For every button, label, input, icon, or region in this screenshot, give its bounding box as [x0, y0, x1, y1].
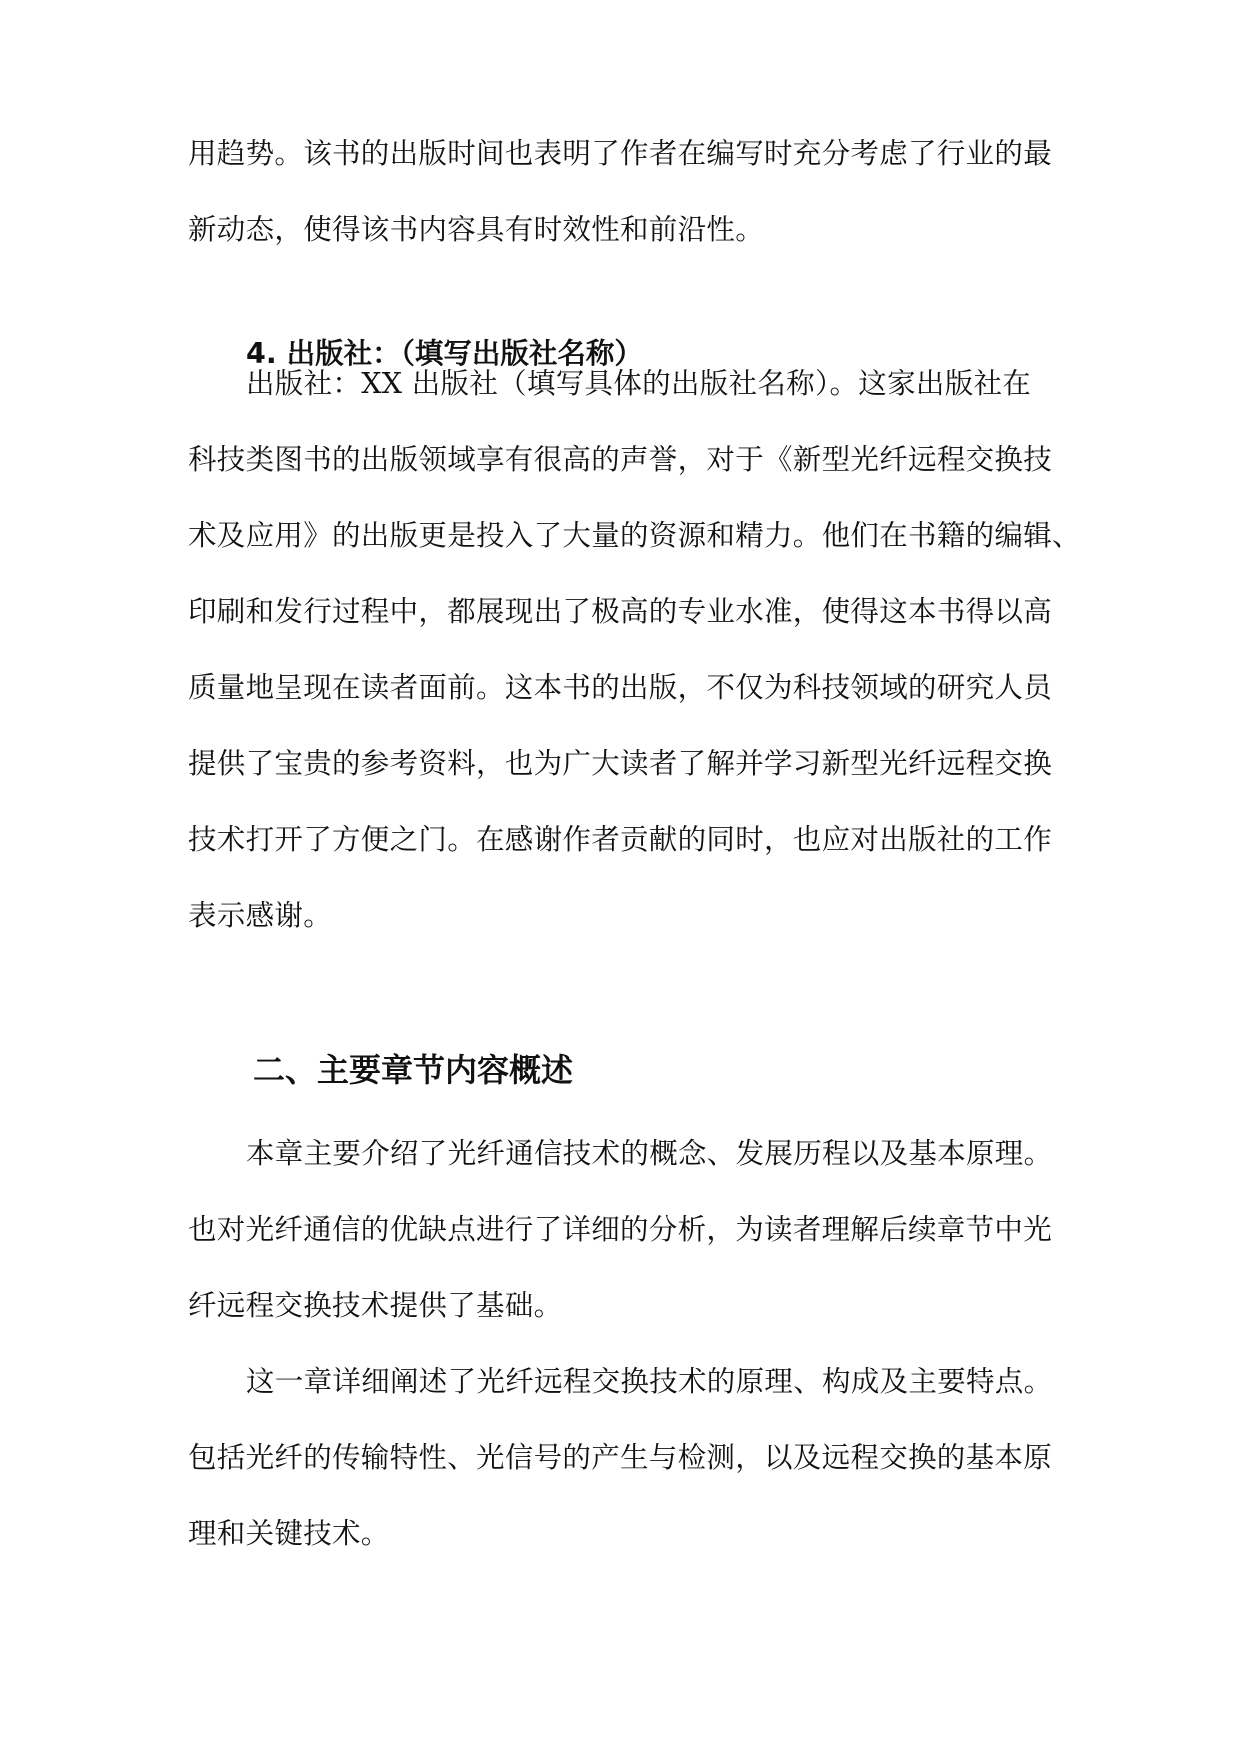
paragraph-line: 本章主要介绍了光纤通信技术的概念、发展历程以及基本原理。 — [246, 1137, 1053, 1170]
paragraph-line: 纤远程交换技术提供了基础。 — [188, 1289, 563, 1322]
chapter-paragraph-1 — [188, 1116, 1068, 1344]
paragraph-line: 这一章详细阐述了光纤远程交换技术的原理、构成及主要特点。 — [246, 1365, 1053, 1398]
section-4-heading: 4. 出版社：（填写出版社名称） — [246, 337, 643, 370]
intro-paragraph — [188, 116, 1068, 268]
paragraph-line: 技术打开了方便之门。在感谢作者贡献的同时，也应对出版社的工作 — [188, 823, 1053, 856]
paragraph-line: 印刷和发行过程中，都展现出了极高的专业水准，使得这本书得以高 — [188, 595, 1053, 628]
paragraph-line: 科技类图书的出版领域享有很高的声誉，对于《新型光纤远程交换技 — [188, 443, 1053, 476]
paragraph-line: 包括光纤的传输特性、光信号的产生与检测，以及远程交换的基本原 — [188, 1441, 1053, 1474]
publisher-paragraph — [188, 346, 1081, 954]
paragraph-line: 提供了宝贵的参考资料，也为广大读者了解并学习新型光纤远程交换 — [188, 747, 1053, 780]
paragraph-line: 用趋势。该书的出版时间也表明了作者在编写时充分考虑了行业的最 — [188, 137, 1053, 170]
paragraph-line: 质量地呈现在读者面前。这本书的出版，不仅为科技领域的研究人员 — [188, 671, 1053, 704]
section-2-heading: 二、主要章节内容概述 — [253, 1051, 574, 1089]
paragraph-line: 新动态，使得该书内容具有时效性和前沿性。 — [188, 213, 765, 246]
paragraph-line: 表示感谢。 — [188, 899, 333, 932]
paragraph-line: 出版社：XX 出版社（填写具体的出版社名称）。这家出版社在 — [246, 367, 1032, 400]
paragraph-line: 也对光纤通信的优缺点进行了详细的分析，为读者理解后续章节中光 — [188, 1213, 1053, 1246]
paragraph-line: 术及应用》的出版更是投入了大量的资源和精力。他们在书籍的编辑、 — [188, 519, 1081, 552]
paragraph-line: 理和关键技术。 — [188, 1517, 390, 1550]
chapter-paragraph-2 — [188, 1344, 1068, 1572]
